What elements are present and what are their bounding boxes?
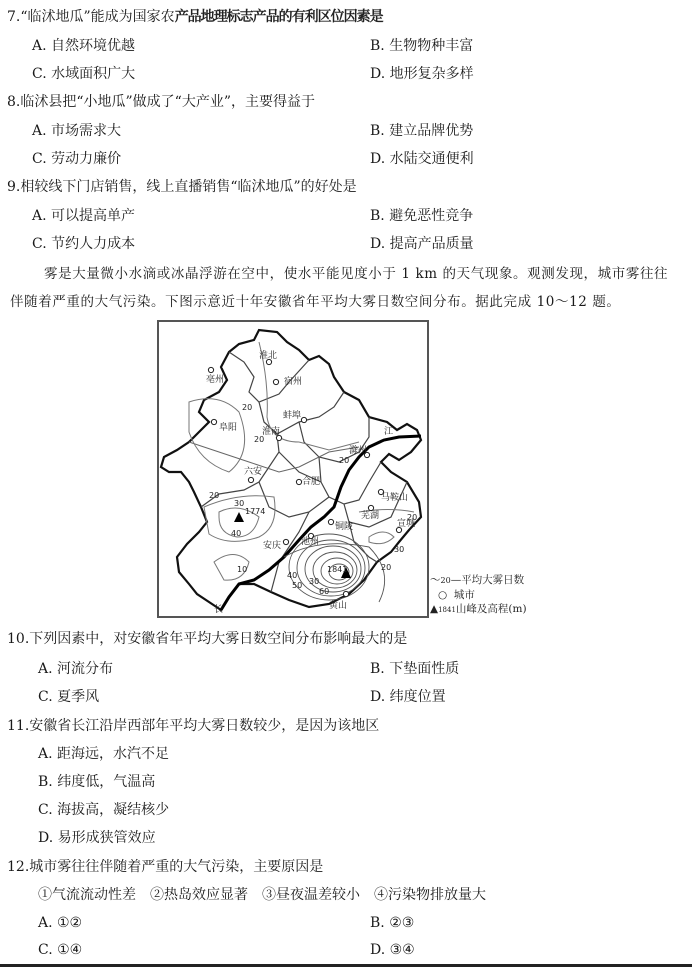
q7-option-a: A. 自然环境优越 bbox=[32, 38, 136, 54]
legend-contour-sample: 20 bbox=[440, 576, 451, 585]
map-legend bbox=[430, 573, 527, 617]
q8-option-b: B. 建立品牌优势 bbox=[370, 123, 474, 139]
question-number: 7. bbox=[7, 9, 21, 25]
q11-option-c: C. 海拔高，凝结核少 bbox=[38, 802, 170, 818]
q11-option-b: B. 纬度低，气温高 bbox=[38, 774, 156, 790]
q10-option-a: A. 河流分布 bbox=[38, 661, 114, 677]
page-bottom-rule bbox=[0, 964, 692, 967]
river-label: 长 bbox=[214, 605, 224, 615]
city-label: 黄山 bbox=[329, 601, 348, 611]
legend-contour-label: 平均大雾日数 bbox=[461, 574, 525, 586]
q7-option-b: B. 生物物种丰富 bbox=[370, 38, 474, 54]
city-label: 池州 bbox=[301, 537, 320, 547]
question-text: 相较线下门店销售，线上直播销售“临沭地瓜”的好处是 bbox=[20, 179, 357, 195]
question-text: “临沭地瓜”能成为国家农 bbox=[20, 9, 175, 25]
question-number: 11. bbox=[7, 718, 30, 734]
q12-option-c: C. ①④ bbox=[38, 942, 83, 958]
contour-line-icon: ～ bbox=[430, 574, 441, 586]
contour-value: 60 bbox=[319, 587, 330, 596]
peak-elevation: 1841 bbox=[327, 565, 348, 574]
question-number: 8. bbox=[7, 94, 21, 110]
legend-peak bbox=[430, 602, 527, 617]
city-label: 阜阳 bbox=[219, 423, 238, 433]
question-text: 城市雾往往伴随着严重的大气污染，主要原因是 bbox=[29, 859, 324, 875]
city-label: 宿州 bbox=[284, 377, 303, 387]
city-label: 淮北 bbox=[259, 351, 278, 361]
city-label: 铜陵 bbox=[335, 522, 354, 532]
contour-value: 20 bbox=[407, 513, 418, 522]
city-label: 六安 bbox=[244, 467, 263, 477]
legend-city bbox=[430, 588, 527, 602]
q7-option-c: C. 水域面积广大 bbox=[32, 66, 136, 82]
fog-days-map bbox=[157, 320, 429, 618]
city-label: 芜湖 bbox=[361, 511, 380, 521]
peak-icon bbox=[234, 512, 244, 522]
passage-line-2: 伴随着严重的大气污染。下图示意近十年安徽省年平均大雾日数空间分布。据此完成 10～12 题。 bbox=[10, 294, 621, 310]
q9-option-b: B. 避免恶性竞争 bbox=[370, 208, 474, 224]
question-10-stem bbox=[7, 630, 407, 648]
contour-value: 30 bbox=[234, 499, 245, 508]
q12-option-b: B. ②③ bbox=[370, 915, 415, 931]
contour-value: 20 bbox=[209, 491, 220, 500]
q8-option-d: D. 水陆交通便利 bbox=[370, 151, 474, 167]
city-label: 滁州 bbox=[349, 446, 368, 456]
question-12-stem bbox=[7, 858, 323, 876]
question-text-garbled: 产品地理标志产品的有利区位因素是 bbox=[174, 9, 383, 25]
city-label: 淮南 bbox=[262, 427, 281, 437]
contour-value: 40 bbox=[287, 571, 298, 580]
anhui-map-graphic bbox=[159, 322, 427, 616]
contour-value: 30 bbox=[394, 545, 405, 554]
q11-option-d: D. 易形成狭管效应 bbox=[38, 830, 156, 846]
passage-line-1: 雾是大量微小水滴或冰晶浮游在空中，使水平能见度小于 1 km 的天气现象。观测发现，城市雾往往 bbox=[44, 266, 669, 282]
question-8-stem bbox=[7, 93, 315, 111]
q7-option-d: D. 地形复杂多样 bbox=[370, 66, 474, 82]
q10-option-b: B. 下垫面性质 bbox=[370, 661, 460, 677]
contour-value: 20 bbox=[254, 435, 265, 444]
q11-option-a: A. 距海远，水汽不足 bbox=[38, 746, 170, 762]
question-11-stem bbox=[7, 717, 379, 735]
q12-option-a: A. ①② bbox=[38, 915, 83, 931]
city-label: 合肥 bbox=[302, 477, 321, 487]
question-7-stem bbox=[7, 8, 383, 26]
q10-option-d: D. 纬度位置 bbox=[370, 689, 446, 705]
contour-value: 50 bbox=[292, 581, 303, 590]
question-number: 10. bbox=[7, 631, 30, 647]
q12-option-d: D. ③④ bbox=[370, 942, 415, 958]
q9-option-a: A. 可以提高单产 bbox=[32, 208, 136, 224]
question-text: 下列因素中，对安徽省年平均大雾日数空间分布影响最大的是 bbox=[29, 631, 408, 647]
contour-value: 40 bbox=[231, 529, 242, 538]
question-text: 安徽省长江沿岸西部年平均大雾日数较少，是因为该地区 bbox=[29, 718, 380, 734]
city-label: 蚌埠 bbox=[283, 411, 302, 421]
city-label: 马鞍山 bbox=[381, 493, 409, 503]
q12-statements: ①气流流动性差 ②热岛效应显著 ③昼夜温差较小 ④污染物排放量大 bbox=[38, 887, 486, 903]
city-circle-icon: ○ bbox=[438, 589, 448, 601]
contour-value: 20 bbox=[242, 403, 253, 412]
contour-value: 30 bbox=[309, 577, 320, 586]
contour-value: 20 bbox=[339, 456, 350, 465]
question-text: 临沭县把“小地瓜”做成了“大产业”，主要得益于 bbox=[20, 94, 315, 110]
city-label: 宣城 bbox=[397, 519, 416, 529]
q8-option-c: C. 劳动力廉价 bbox=[32, 151, 122, 167]
peak-elevation: 1774 bbox=[245, 507, 266, 516]
contour-value: 10 bbox=[237, 565, 248, 574]
city-label: 安庆 bbox=[263, 541, 282, 551]
legend-peak-sample: 1841 bbox=[438, 606, 456, 614]
city-label: 亳州 bbox=[206, 375, 225, 385]
contour-value: 20 bbox=[381, 563, 392, 572]
river-label: 江 bbox=[384, 427, 394, 437]
q9-option-c: C. 节约人力成本 bbox=[32, 236, 136, 252]
q9-option-d: D. 提高产品质量 bbox=[370, 236, 474, 252]
question-number: 9. bbox=[7, 179, 21, 195]
legend-contour: ～20—平均大雾日数 bbox=[430, 574, 525, 586]
legend-city-label: 城市 bbox=[453, 589, 475, 601]
q8-option-a: A. 市场需求大 bbox=[32, 123, 122, 139]
q10-option-c: C. 夏季风 bbox=[38, 689, 100, 705]
question-number: 12. bbox=[7, 859, 30, 875]
legend-peak-label: 山峰及高程(m) bbox=[455, 603, 527, 615]
peak-triangle-icon: ▲ bbox=[430, 603, 439, 615]
question-9-stem bbox=[7, 178, 357, 196]
